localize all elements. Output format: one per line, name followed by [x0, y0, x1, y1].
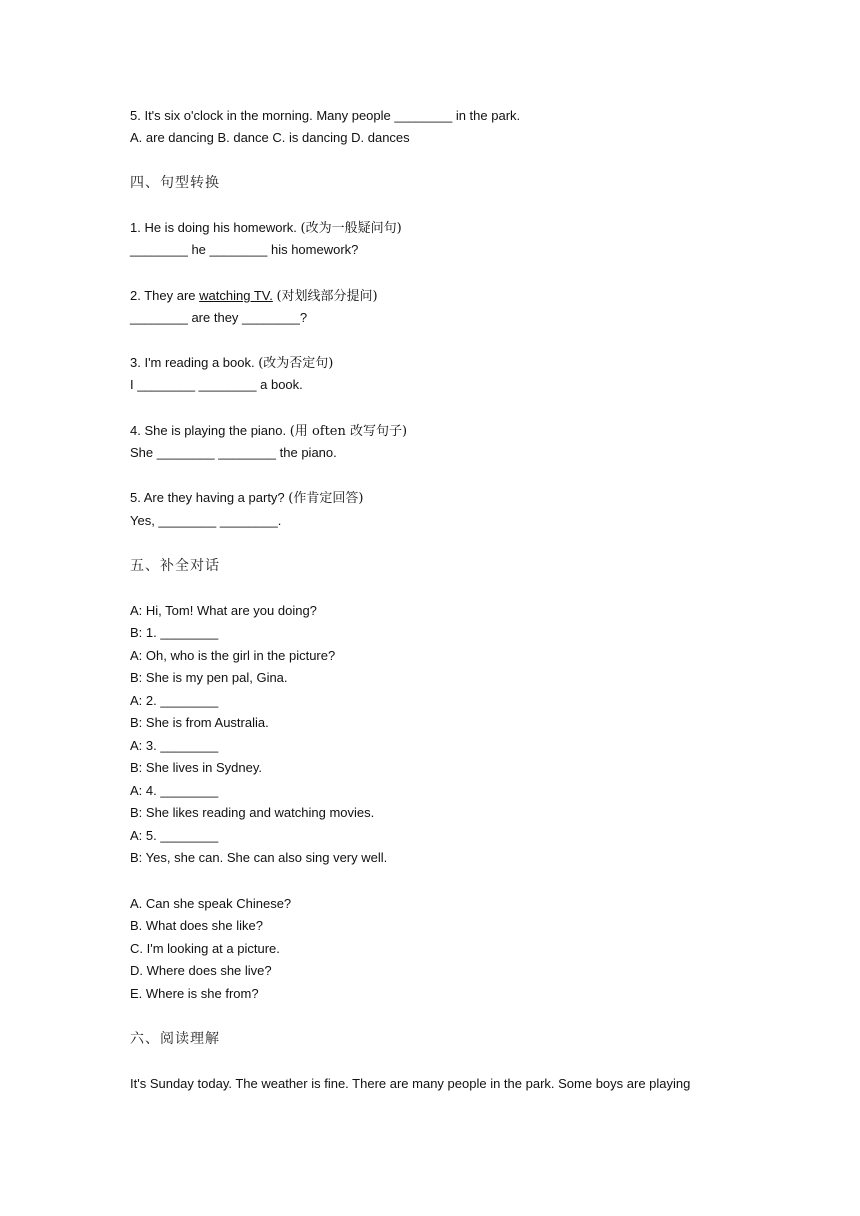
s4-item3-text: 3. I'm reading a book. [130, 355, 259, 370]
dialogue-line: A: 4. ________ [130, 783, 219, 798]
q3-item5-stem: 5. It's six o'clock in the morning. Many people ________ in the park. [130, 108, 521, 123]
s4-item3-hint: (改为否定句) [258, 356, 334, 371]
dialogue-line: B: She is from Australia. [130, 715, 269, 730]
q3-item5-options: A. are dancing B. dance C. is dancing D. dances [130, 130, 410, 145]
s4-item3-answer: I ________ ________ a book. [130, 377, 303, 392]
s4-item1-text: 1. He is doing his homework. [130, 220, 301, 235]
dialogue-line: A: 2. ________ [130, 693, 219, 708]
s4-item2-underlined: watching TV. [199, 288, 273, 303]
s4-item5-text: 5. Are they having a party? [130, 490, 289, 505]
s4-item4-question [130, 422, 407, 441]
s4-item4-hint: (用 often 改写句子) [289, 424, 408, 439]
reading-passage-line: It's Sunday today. The weather is fine. There are many people in the park. Some boys are playing [130, 1076, 691, 1091]
s4-item3-question [130, 354, 333, 373]
dialogue-line: B: She lives in Sydney. [130, 760, 262, 775]
s4-item2-answer: ________ are they ________? [130, 310, 308, 325]
s4-item1-question [130, 219, 402, 238]
dialogue-line: A: 3. ________ [130, 738, 219, 753]
s4-item4-text: 4. She is playing the piano. [130, 423, 290, 438]
s4-item5-question [130, 489, 363, 508]
s4-item2-hint: (对划线部分提问) [276, 289, 378, 304]
dialogue-line: B: She likes reading and watching movies. [130, 805, 375, 820]
dialogue-line: A: Hi, Tom! What are you doing? [130, 603, 317, 618]
s4-item2-text: 2. They are [130, 288, 200, 303]
dialogue-line: A: 5. ________ [130, 828, 219, 843]
section6-title: 六、阅读理解 [130, 1031, 220, 1047]
dialogue-line: A: Oh, who is the girl in the picture? [130, 648, 336, 663]
s4-item1-answer: ________ he ________ his homework? [130, 242, 359, 257]
dialogue-option: C. I'm looking at a picture. [130, 941, 280, 956]
s4-item5-hint: (作肯定回答) [288, 491, 364, 506]
dialogue-line: B: Yes, she can. She can also sing very well. [130, 850, 388, 865]
dialogue-line: B: She is my pen pal, Gina. [130, 670, 288, 685]
s4-item2-question [130, 287, 378, 306]
s4-item4-answer: She ________ ________ the piano. [130, 445, 337, 460]
section4-title: 四、句型转换 [130, 175, 220, 191]
dialogue-line: B: 1. ________ [130, 625, 219, 640]
dialogue-option: D. Where does she live? [130, 963, 272, 978]
s4-item5-answer: Yes, ________ ________. [130, 513, 282, 528]
s4-item1-hint: (改为一般疑问句) [300, 221, 402, 236]
dialogue-option: E. Where is she from? [130, 986, 259, 1001]
section5-title: 五、补全对话 [130, 558, 220, 574]
dialogue-option: B. What does she like? [130, 918, 263, 933]
dialogue-option: A. Can she speak Chinese? [130, 896, 292, 911]
